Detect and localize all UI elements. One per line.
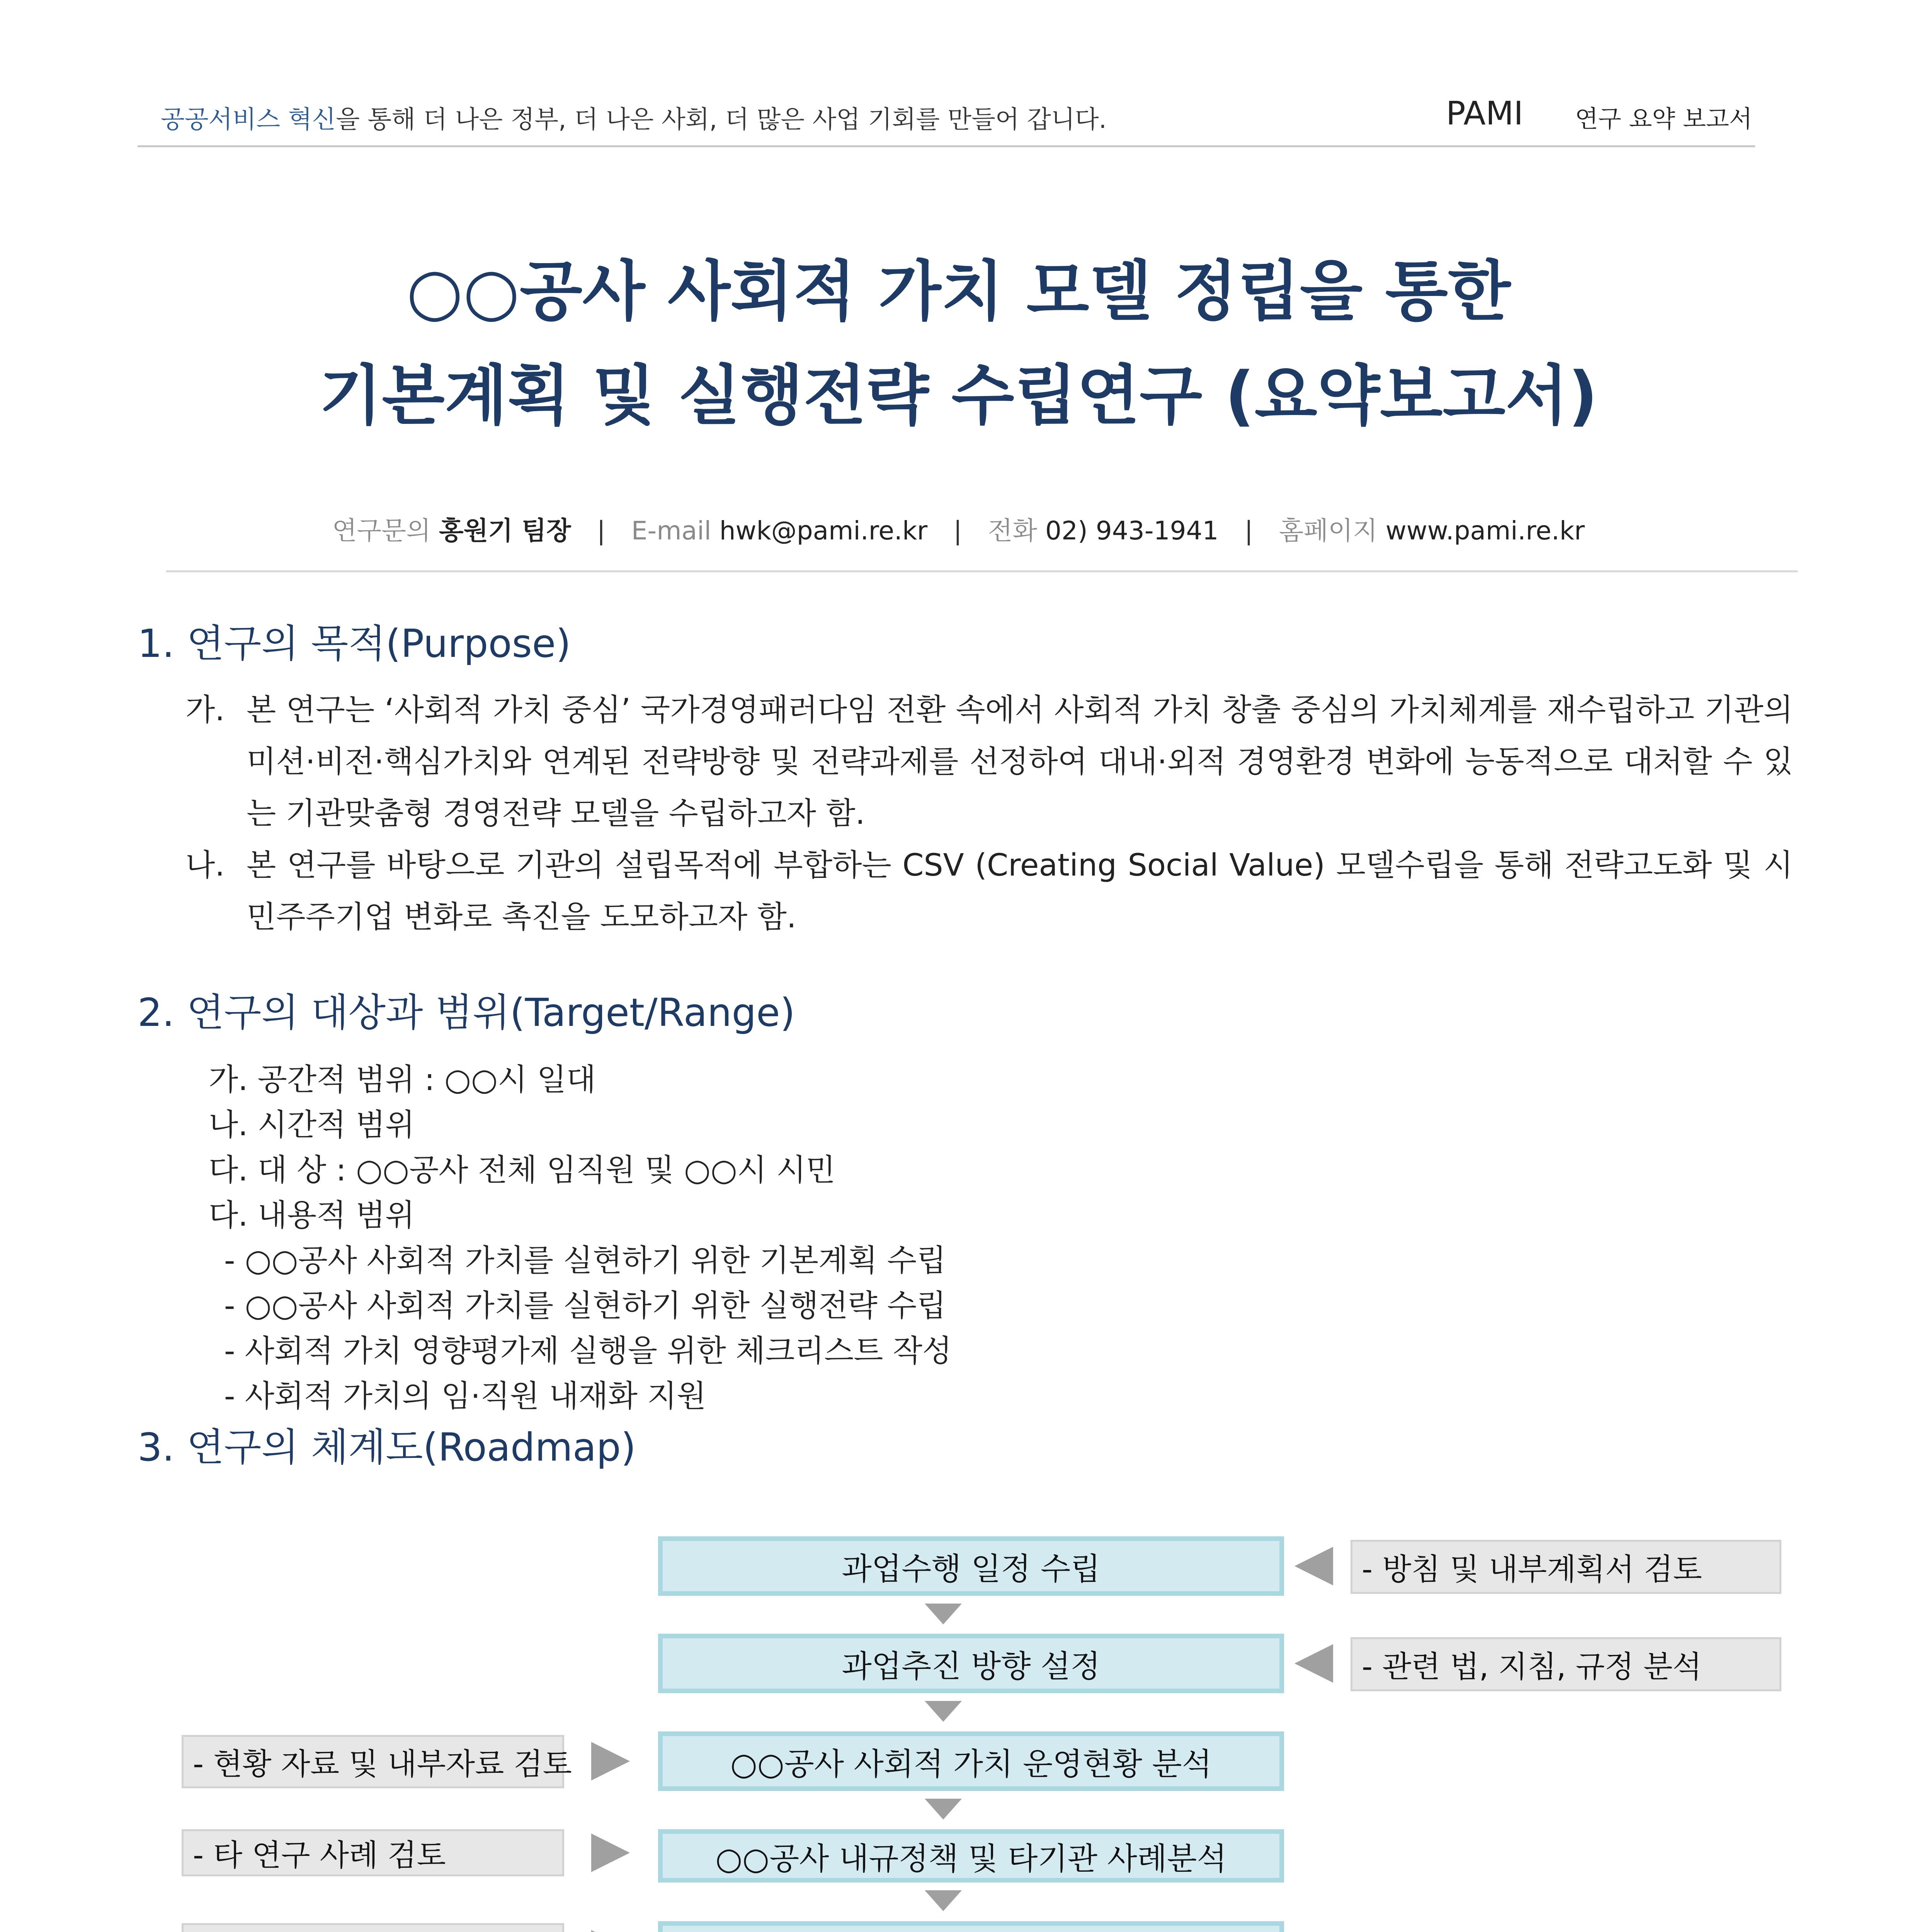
list-item: 다. 대 상 : ○○공사 전체 임직원 및 ○○시 시민 <box>209 1152 835 1188</box>
homepage-label: 홈페이지 <box>1279 516 1378 546</box>
title-line-1: ○○공사 사회적 가치 모델 정립을 통한 <box>406 253 1511 329</box>
contact-divider <box>166 570 1798 572</box>
list-item: 가. 공간적 범위 : ○○시 일대 <box>209 1062 596 1097</box>
roadmap-step: ○○공사 내규정책 및 타기관 사례분석 <box>658 1829 1284 1883</box>
list-item: - ○○공사 사회적 가치를 실현하기 위한 실행전략 수립 <box>224 1288 946 1323</box>
contact-bar <box>0 510 1917 547</box>
contact-separator: | <box>1244 516 1253 546</box>
list-item: - ○○공사 사회적 가치를 실현하기 위한 기본계획 수립 <box>224 1243 946 1278</box>
down-arrow-icon <box>925 1890 962 1911</box>
phone-label: 전화 <box>988 516 1038 546</box>
phone-value: 02) 943-1941 <box>1045 516 1219 546</box>
down-arrow-icon <box>925 1799 962 1820</box>
item-marker: 나. <box>185 847 225 883</box>
right-arrow-icon <box>591 1930 630 1932</box>
slogan-highlight: 공공서비스 혁신 <box>161 105 336 134</box>
section-2-heading: 2. 연구의 대상과 범위(Target/Range) <box>138 990 795 1035</box>
down-arrow-icon <box>925 1604 962 1624</box>
header-slogan <box>161 100 1107 135</box>
contact-separator: | <box>597 516 606 546</box>
roadmap-step <box>658 1921 1284 1932</box>
slogan-rest: 을 통해 더 나은 정부, 더 나은 사회, 더 많은 사업 기회를 만들어 갑니다. <box>336 105 1107 134</box>
list-item: - 사회적 가치 영향평가제 실행을 위한 체크리스트 작성 <box>224 1333 952 1369</box>
roadmap-note <box>182 1923 564 1932</box>
section-1-heading: 1. 연구의 목적(Purpose) <box>138 621 571 666</box>
inquiry-label: 연구문의 <box>332 516 431 546</box>
roadmap-note: - 현황 자료 및 내부자료 검토 <box>182 1735 564 1788</box>
list-item: 나. 시간적 범위 <box>209 1107 415 1143</box>
header-divider <box>138 145 1755 147</box>
roadmap-step: 과업추진 방향 설정 <box>658 1634 1284 1693</box>
homepage-link[interactable]: www.pami.re.kr <box>1385 516 1585 546</box>
header-doc-type: 연구 요약 보고서 <box>1575 105 1752 133</box>
roadmap-note: - 타 연구 사례 검토 <box>182 1829 564 1876</box>
section-3-heading: 3. 연구의 체계도(Roadmap) <box>138 1425 636 1470</box>
section-1-item-2 <box>185 839 1793 943</box>
title-line-2: 기본계획 및 실행전략 수립연구 (요약보고서) <box>319 358 1598 434</box>
list-item: 다. 내용적 범위 <box>209 1197 415 1233</box>
header-brand: PAMI <box>1446 94 1523 132</box>
email-link[interactable]: hwk@pami.re.kr <box>719 516 928 546</box>
left-arrow-icon <box>1294 1644 1333 1683</box>
roadmap-note: - 관련 법, 지침, 규정 분석 <box>1351 1637 1781 1691</box>
roadmap-note: - 방침 및 내부계획서 검토 <box>1351 1540 1781 1594</box>
list-item: - 사회적 가치의 임·직원 내재화 지원 <box>224 1378 706 1414</box>
item-text: 본 연구는 ‘사회적 가치 중심’ 국가경영패러다임 전환 속에서 사회적 가치 창출 중심의 가치체계를 재수립하고 기관의 미션·비전·핵심가치와 연계된 전략방향 및 전략과제를 선정하여 대내·외적 경영환경 변화에 능동적으로 대처할 수 있는 기관맞춤형 경영전략 모델을 수립하고자 함. <box>247 692 1793 831</box>
roadmap-step: 과업수행 일정 수립 <box>658 1536 1284 1596</box>
contact-separator: | <box>953 516 962 546</box>
item-text: 본 연구를 바탕으로 기관의 설립목적에 부합하는 CSV (Creating Social Value) 모델수립을 통해 전략고도화 및 시민주주기업 변화로 촉진을 도모하고자 함. <box>247 847 1793 935</box>
roadmap-step: ○○공사 사회적 가치 운영현황 분석 <box>658 1731 1284 1791</box>
inquiry-value: 홍원기 팀장 <box>439 516 571 546</box>
email-label: E-mail <box>631 516 711 546</box>
down-arrow-icon <box>925 1701 962 1722</box>
section-1-item-1 <box>185 684 1793 839</box>
right-arrow-icon <box>591 1833 630 1872</box>
left-arrow-icon <box>1294 1547 1333 1585</box>
right-arrow-icon <box>591 1742 630 1781</box>
item-marker: 가. <box>185 692 225 728</box>
